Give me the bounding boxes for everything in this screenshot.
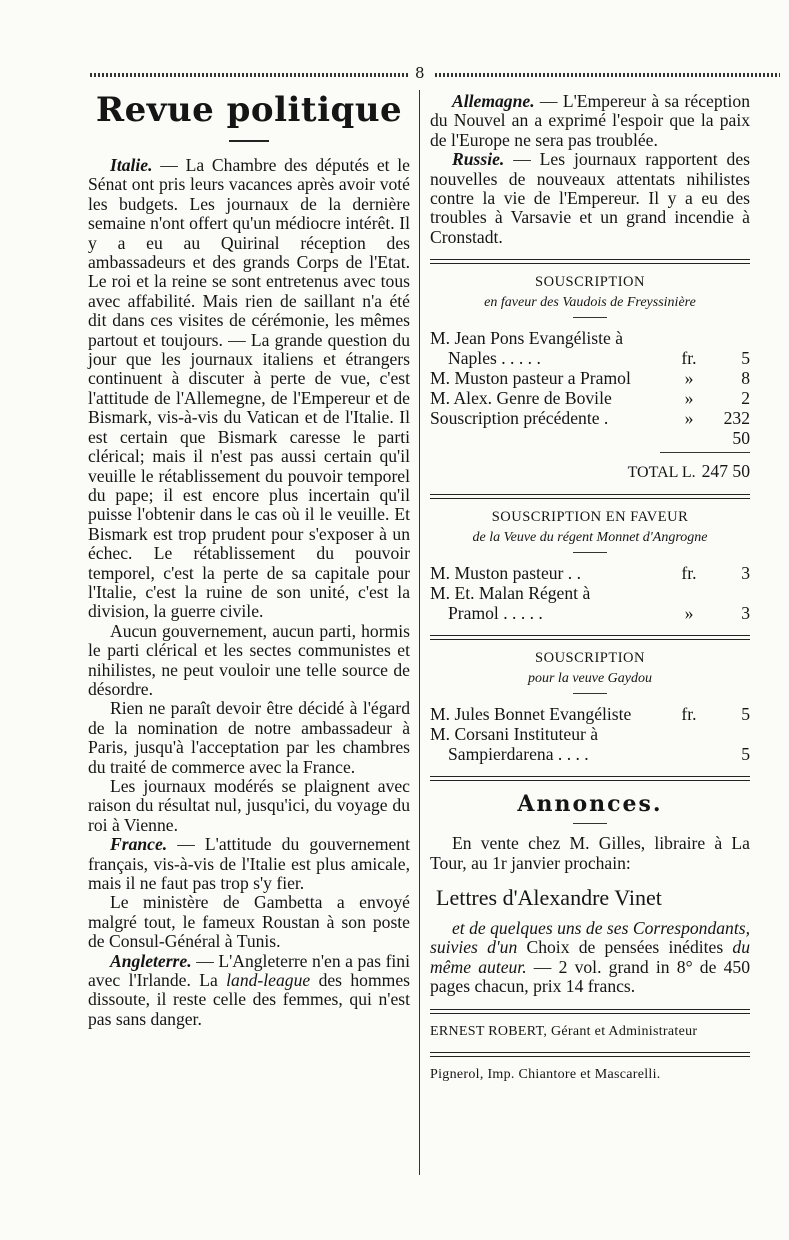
subscription-heading: SOUSCRIPTION <box>535 650 645 667</box>
amount: 3 <box>741 603 750 624</box>
book-title: Lettres d'Alexandre Vinet <box>436 885 662 911</box>
gerant-line: ERNEST ROBERT, Gérant et Administrateur <box>430 1023 698 1039</box>
annonces-rule <box>573 823 607 824</box>
section-divider <box>430 635 750 640</box>
subscription-rule <box>573 693 607 694</box>
subscription-rule <box>573 552 607 553</box>
section-title: Revue politique <box>95 90 403 130</box>
page-header <box>90 64 780 84</box>
keyword-russie: Russie. <box>452 149 505 170</box>
amount: 232 50 <box>723 408 750 449</box>
subscription-line <box>430 328 750 348</box>
amount: 5 <box>741 744 750 765</box>
paragraph-france <box>88 835 410 893</box>
paragraph: Aucun gouvernement, aucun parti, hormis le parti clérical et les sectes communistes et nihilistes, ne peut vouloir une telle source de désordre. <box>88 620 410 699</box>
subscription-heading: SOUSCRIPTION EN FAVEUR <box>491 509 689 526</box>
italic-text: et de quelques uns de ses Correspondants, suivies d'un <box>430 918 750 958</box>
donor-name: M. Muston pasteur . . <box>430 563 582 584</box>
unit: » <box>684 368 694 389</box>
paragraph-text: Choix de pensées inédites <box>517 937 733 958</box>
unit: » <box>684 408 694 429</box>
subscription-total <box>430 461 750 482</box>
donor-name: Naples . . . . . <box>448 348 541 369</box>
section-divider <box>430 776 750 781</box>
section-divider <box>430 259 750 264</box>
total-amount: 247 50 <box>701 461 750 482</box>
paragraph-text: — L'attitude du gouvernement français, vis-à-vis de l'Italie est plus amicale, mais il ne faut pas trop s'y fier. <box>88 834 410 894</box>
keyword-allemagne: Allemagne. <box>452 91 535 111</box>
subscription-line <box>430 603 750 623</box>
title-rule <box>229 140 269 142</box>
unit: fr. <box>681 704 697 725</box>
donor-name: M. Alex. Genre de Bovile <box>430 388 612 409</box>
subscription-subtitle: pour la veuve Gaydou <box>527 671 653 687</box>
keyword-france: France. <box>110 834 168 855</box>
paragraph-text: — L'Angleterre n'en a pas fini avec l'Irlande. La <box>88 950 410 991</box>
subscription-line <box>430 724 750 744</box>
donor-name: M. Corsani Instituteur à <box>430 724 599 745</box>
subscription-gaydou <box>430 650 750 764</box>
paragraph-allemagne <box>430 92 750 150</box>
subscription-rule <box>573 317 607 318</box>
donor-name: M. Muston pasteur a Pramol <box>430 368 631 389</box>
section-divider <box>430 1009 750 1014</box>
amount: 5 <box>741 348 750 369</box>
keyword-italie: Italie. <box>110 155 153 175</box>
section-divider <box>430 494 750 499</box>
keyword-angleterre: Angleterre. <box>110 950 192 971</box>
annonce-paragraph: En vente chez M. Gilles, libraire à La Tour, au 1r janvier prochain: <box>430 833 750 873</box>
subscription-angrogne <box>430 509 750 623</box>
unit <box>676 744 702 764</box>
total-rule <box>660 452 750 453</box>
paragraph-angleterre <box>88 952 410 1030</box>
paragraph-text: des hommes dissoute, il reste celle des femmes, qui n'est pas sans danger. <box>88 970 411 1029</box>
column-divider <box>419 90 420 1175</box>
total-label: TOTAL L. <box>627 464 696 482</box>
donor-name: M. Jean Pons Evangéliste à <box>430 328 624 349</box>
subscription-subtitle: en faveur des Vaudois de Freyssinière <box>484 295 696 311</box>
donor-name: Souscription précédente . <box>430 408 609 429</box>
paragraph-text: — Les journaux rapportent des nouvelles de nouveaux attentats nihilistes contre la vie de l'Empereur. Il y a eu des troubles à Varsavie et un grand incendie à Cronstadt. <box>430 149 750 247</box>
paragraph-text: — 2 vol. grand in 8° de 450 pages chacun, prix 14 francs. <box>430 956 751 997</box>
donor-name: Sampierdarena . . . . <box>448 744 589 765</box>
subscription-heading: SOUSCRIPTION <box>535 274 645 291</box>
left-column <box>88 90 410 1029</box>
donor-name: M. Et. Malan Régent à <box>430 583 591 604</box>
page-number: 8 <box>415 64 425 82</box>
paragraph-italie <box>88 156 410 622</box>
amount: 5 <box>741 704 750 725</box>
unit: » <box>684 603 694 624</box>
italic-text: du même auteur. <box>430 937 750 977</box>
unit: fr. <box>681 348 697 369</box>
subscription-subtitle: de la Veuve du régent Monnet d'Angrogne <box>472 530 708 546</box>
annonces-section <box>430 791 750 996</box>
right-column <box>430 92 750 1083</box>
italic-term: land-league <box>226 970 311 991</box>
amount: 8 <box>741 368 750 389</box>
header-ornament-left <box>90 73 408 77</box>
paragraph: Rien ne paraît devoir être décidé à l'égard de la nomination de notre ambassadeur à Paris, jusqu'à l'acceptation par les chambres du traité de commerce avec la France. <box>88 698 410 777</box>
subscription-line <box>430 704 750 724</box>
amount: 2 <box>741 388 750 409</box>
subscription-line <box>430 563 750 583</box>
section-divider <box>430 1052 750 1057</box>
donor-name: Pramol . . . . . <box>448 603 543 624</box>
unit: » <box>684 388 694 409</box>
header-ornament-right <box>435 73 780 77</box>
paragraph: Les journaux modérés se plaignent avec raison du résultat nul, jusqu'ici, du voyage du roi à Vienne. <box>88 776 410 835</box>
paragraph-text: — La Chambre des députés et le Sénat ont pris leurs vacances après avoir voté les budgets. Les journaux de la dernière semaine n'ont offert qu'un médiocre intérêt. Il y a eu au Quirinal réception des ambassadeurs et des grands Corps de l'Etat. Le roi et la reine se sont entretenus avec tous avec affabilité. Mais rien de saillant n'a été dit dans ces visites de cérémonie, les mêmes partout et toujours. — La grande question du jour que les journaux italiens et étrangers continuent à discuter à perte de vue, c'est l'attitude de l'Allemegne, de l'Empereur et de Bismark, vis-à-vis du Vatican et de l'Italie. Il est certain que Bismark caresse le parti clérical; mais il n'est pas aussi certain qu'il veuille le rétablissement du pouvoir temporel du pape; il est encore plus incertain qu'il puisse l'obtenir dans le cas où il le veuille. Et Bismark est trop prudent pour s'exposer à un échec. Le rétablissement du pouvoir temporel, c'est la perte de sa capitale pour l'Italie, c'est la ruine de son unité, c'est la division, la guerre civile. <box>88 155 410 622</box>
subscription-line <box>430 368 750 388</box>
subscription-line <box>430 408 750 448</box>
subscription-freyssiniere <box>430 274 750 482</box>
amount: 3 <box>741 563 750 584</box>
subscription-line <box>430 744 750 764</box>
paragraph-text: — L'Empereur à sa réception du Nouvel an a exprimé l'espoir que la paix de l'Europe ne sera pas troublée. <box>430 91 750 150</box>
subscription-line <box>430 348 750 368</box>
printer-line: Pignerol, Imp. Chiantore et Mascarelli. <box>430 1066 661 1082</box>
paragraph-russie <box>430 150 750 247</box>
paragraph: Le ministère de Gambetta a envoyé malgré tout, le fameux Roustan à son poste de Consul-Général à Tunis. <box>88 892 410 952</box>
annonces-heading: Annonces. <box>517 791 663 818</box>
subscription-line <box>430 583 750 603</box>
donor-name: M. Jules Bonnet Evangéliste <box>430 704 632 725</box>
annonce-details <box>430 919 750 997</box>
unit: fr. <box>681 563 697 584</box>
subscription-line <box>430 388 750 408</box>
